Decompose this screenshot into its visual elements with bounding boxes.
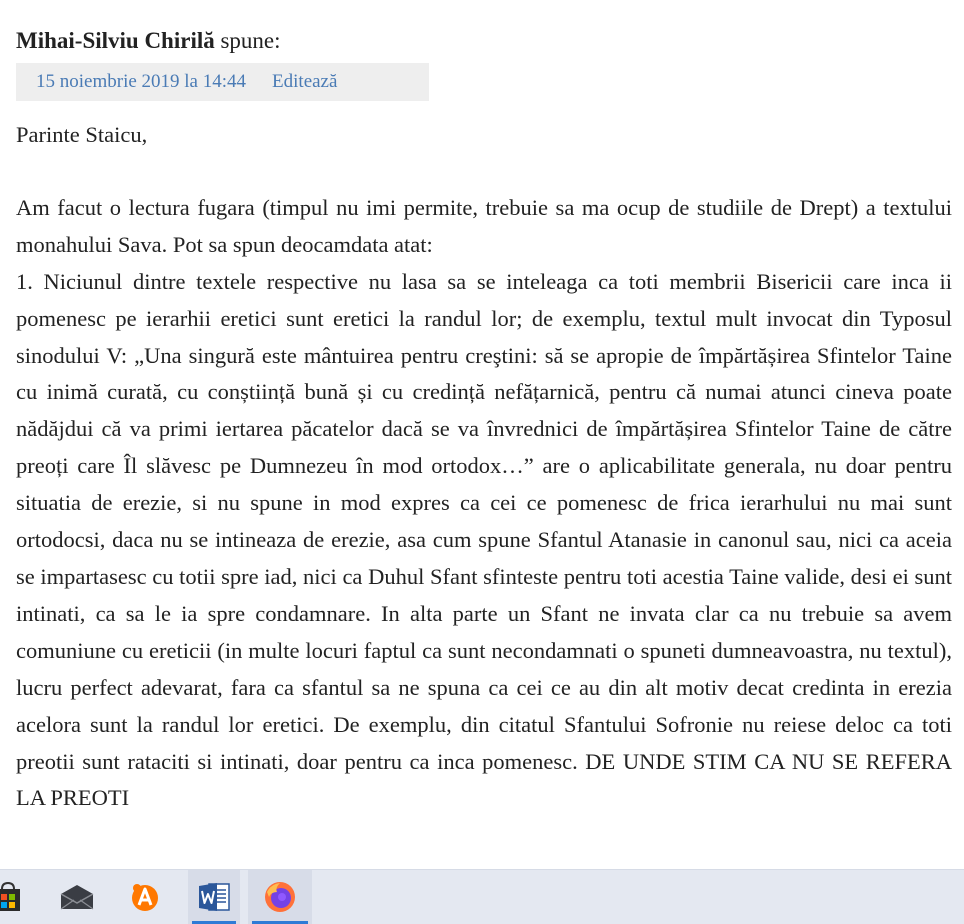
comment-paragraph: Am facut o lectura fugara (timpul nu imi permite, trebuie sa ma ocup de studiile de Drept) a textului monahului Sava. Pot sa spun deocamdata atat: 1. Niciunul dintre textele respective nu lasa sa se inteleaga ca toti membrii Bisericii care inca ii pomenesc pe ierarhii eretici sunt eretici la randul lor; de exemplu, textul mult invocat din Typosul sinodului V: „Una singură este mântuirea pentru creştini: să se apropie de împărtășirea Sfintelor Taine cu inimă curată, cu conștiință bună și cu credință nefățarnică, pentru că numai atunci cineva poate nădăjdui că va primi iertarea păcatelor dacă se va învrednici de împărtășirea Sfintelor Taine de către preoți care Îl slăvesc pe Dumnezeu în mod ortodox…” are o aplicabilitate generala, nu doar pentru situatia de erezie, si nu spune in mod expres ca cei ce pomenesc de frica ierarhului nu mai sunt ortodocsi, daca nu se intineaza de erezie, asa cum spune Sfantul Atanasie in canonul sau, nici ca aceia se impartasesc cu totii spre iad, nici ca Duhul Sfant sfinteste pentru toti acestia Taine valide, desi ei sunt intinati, ca sa le ia spre condamnare. In alta parte un Sfant ne invata clar ca nu trebuie sa avem comuniune cu ereticii (in multe locuri faptul ca sunt necondamnati o spuneti dumneavoastra, nu textul), lucru perfect adevarat, fara ca sfantul sa ne spuna ca cei ce au din alt motiv decat credinta in erezia acelora sunt la randul lor eretici. De exemplu, din citatul Sfantului Sofronie nu reiese deloc ca toti preotii sunt rataciti si intinati, doar pentru ca inca pomenesc. DE UNDE STIM CA NU SE REFERA LA PREOTI — [16, 194, 952, 811]
comment-author[interactable]: Mihai-Silviu Chirilă — [16, 28, 215, 53]
store-icon — [0, 881, 23, 913]
mail-icon — [60, 884, 94, 910]
taskbar-mail[interactable] — [52, 870, 102, 924]
taskbar-store[interactable] — [0, 870, 28, 924]
edit-link[interactable]: Editează — [272, 71, 338, 92]
comment — [16, 26, 952, 817]
says-label: spune: — [214, 28, 281, 53]
firefox-icon — [263, 880, 297, 914]
taskbar-firefox[interactable] — [248, 870, 312, 924]
comment-meta — [16, 63, 429, 101]
avast-icon — [128, 880, 162, 914]
comment-date-link[interactable]: 15 noiembrie 2019 la 14:44 — [36, 71, 247, 92]
comment-header — [16, 26, 952, 56]
taskbar-word[interactable] — [188, 870, 240, 924]
word-icon — [197, 881, 231, 913]
comment-greeting: Parinte Staicu, — [16, 122, 148, 147]
comment-body — [16, 117, 952, 817]
taskbar-avast[interactable] — [120, 870, 170, 924]
taskbar — [0, 869, 964, 924]
